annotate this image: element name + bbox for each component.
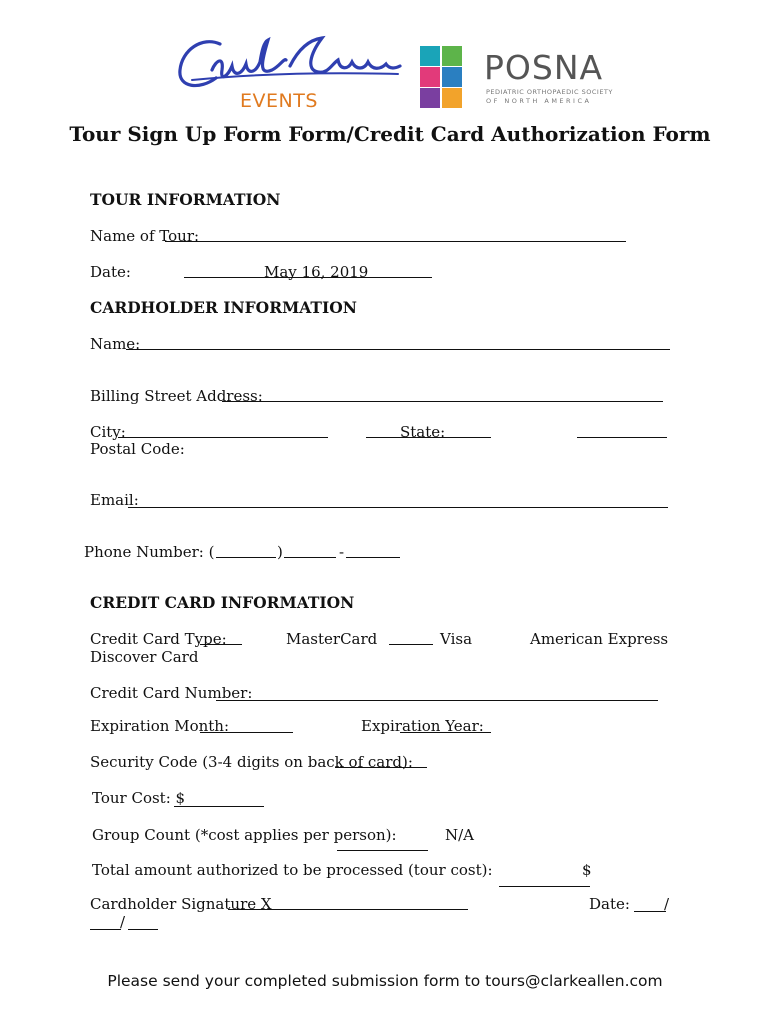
billing-address-label: Billing Street Address: — [90, 387, 263, 405]
phone-paren: ) — [277, 543, 283, 561]
card-type-label: Credit Card Type: — [90, 630, 227, 648]
security-code-field[interactable] — [335, 767, 427, 768]
amex-option[interactable]: American Express — [530, 630, 669, 648]
state-field[interactable] — [366, 437, 491, 438]
date-label: Date: — [90, 263, 131, 281]
total-amount-field[interactable] — [499, 886, 590, 887]
postal-code-field[interactable] — [577, 437, 667, 438]
posna-tagline-2: OF NORTH AMERICA — [486, 97, 592, 105]
date-field[interactable] — [184, 277, 432, 278]
mastercard-option[interactable]: MasterCard — [286, 630, 378, 648]
card-number-field[interactable] — [216, 700, 658, 701]
phone-area-code-field[interactable] — [216, 557, 276, 558]
signature-date-slash-2: / — [120, 913, 126, 931]
state-label: State: — [400, 423, 446, 441]
card-number-label: Credit Card Number: — [90, 684, 253, 702]
tour-name-label: Name of Tour: — [90, 227, 200, 245]
mastercard-blank[interactable] — [389, 644, 433, 645]
date-value: May 16, 2019 — [264, 263, 369, 281]
signature-date-slash: / — [664, 895, 670, 913]
logo-script-text — [172, 30, 178, 31]
signature-label: Cardholder Signature X — [90, 895, 272, 913]
group-count-label: Group Count (*cost applies per person): — [92, 826, 397, 844]
signature-date-month-field[interactable] — [634, 911, 666, 912]
total-dollar-sign: $ — [582, 861, 592, 879]
clarke-allen-events-logo — [172, 30, 402, 115]
expiration-year-label: Expiration Year: — [361, 717, 484, 735]
city-field[interactable] — [118, 437, 328, 438]
email-field[interactable] — [128, 507, 668, 508]
posna-mark-icon — [420, 46, 464, 108]
expiration-month-field[interactable] — [200, 732, 293, 733]
city-label: City: — [90, 423, 126, 441]
total-amount-label: Total amount authorized to be processed (tour cost): — [92, 861, 493, 879]
email-label: Email: — [90, 491, 139, 509]
form-title: Tour Sign Up Form Form/Credit Card Authorization Form — [69, 122, 711, 146]
card-type-blank[interactable] — [200, 644, 242, 645]
section-tour-heading: TOUR INFORMATION — [90, 190, 281, 209]
expiration-month-label: Expiration Month: — [90, 717, 229, 735]
signature-date-label: Date: — [589, 895, 630, 913]
phone-prefix-field[interactable] — [284, 557, 336, 558]
name-field[interactable] — [126, 349, 670, 350]
name-label: Name: — [90, 335, 141, 353]
group-count-value: N/A — [445, 826, 475, 844]
logo-events-text: EVENTS — [240, 90, 318, 112]
tour-cost-label: Tour Cost: $ — [92, 789, 186, 807]
expiration-year-field[interactable] — [400, 732, 491, 733]
signature-date-year-field[interactable] — [128, 929, 158, 930]
posna-tagline-1: PEDIATRIC ORTHOPAEDIC SOCIETY — [486, 88, 613, 96]
tour-name-field[interactable] — [165, 241, 626, 242]
tour-cost-field[interactable] — [174, 806, 264, 807]
signature-field[interactable] — [228, 909, 468, 910]
posna-name: POSNA — [484, 48, 604, 87]
group-count-field[interactable] — [337, 850, 428, 851]
phone-line-field[interactable] — [346, 557, 400, 558]
signature-date-day-field[interactable] — [90, 929, 121, 930]
phone-label: Phone Number: ( — [84, 543, 215, 561]
posna-logo — [418, 46, 618, 108]
visa-option[interactable]: Visa — [440, 630, 473, 648]
billing-address-field[interactable] — [222, 401, 663, 402]
section-cardholder-heading: CARDHOLDER INFORMATION — [90, 298, 357, 317]
security-code-label: Security Code (3-4 digits on back of card): — [90, 753, 413, 771]
phone-dash: - — [339, 543, 345, 561]
postal-code-label: Postal Code: — [90, 440, 185, 458]
submission-instructions: Please send your completed submission form to tours@clarkeallen.com — [107, 972, 663, 990]
section-card-heading: CREDIT CARD INFORMATION — [90, 593, 355, 612]
discover-option[interactable]: Discover Card — [90, 648, 199, 666]
